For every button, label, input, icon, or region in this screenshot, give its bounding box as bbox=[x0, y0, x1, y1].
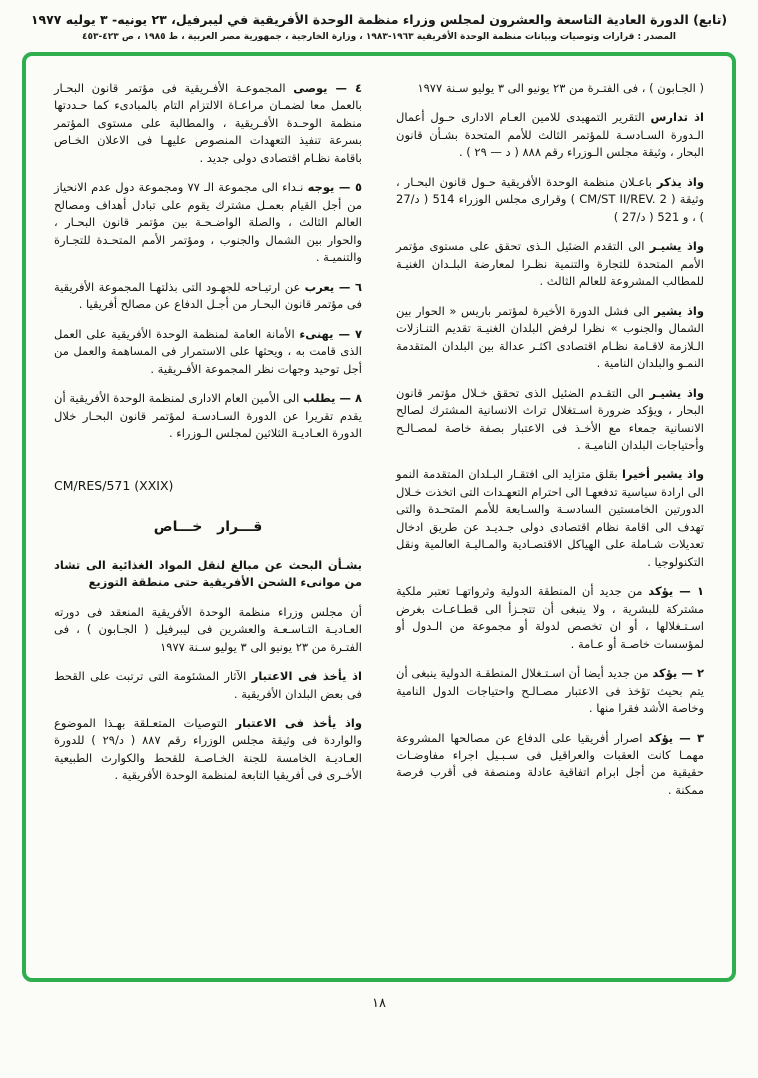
paragraph-preamble: أن مجلس وزراء منظمة الوحدة الأفريقية المنعقد فى دورته العـاديـة التـاسـعـة والعشرين فى ليبرفيل ( الجـابون ) ، فى الفتـرة من ٢٣ يونيو الى ٣ يوليو سـنة ١٩٧٧ bbox=[54, 604, 362, 654]
paragraph-text: الى التقدم الضئيل الـذى تحقق على مستوى مؤتمر الأمم المتحدة للتجارة والتنمية نظـرا لمعارضة البلـدان الغنيـة للمطالب المشروعة للعالم الثالث . bbox=[396, 239, 704, 289]
paragraph-lead: ١ — يؤكد bbox=[648, 584, 705, 599]
paragraph bbox=[396, 303, 704, 373]
paragraph-text: نـداء الى مجموعة الـ ٧٧ ومجموعة دول عدم الانحياز من أجل القيام بعمـل مشترك يقوم على تبادل أهداف ومصالح العالم الثالث ، والصلة الواضـحـة بين مؤتمر قانون البحـار ، والحوار بين الشمال والجنوب ، ومؤتمر الأمم المتحـدة للتجـارة والتنميـة . bbox=[54, 180, 362, 265]
paragraph-lead: ٨ — يطلب bbox=[303, 391, 363, 406]
paragraph-lead: واذ يشيـر bbox=[649, 239, 705, 254]
paragraph-lead: واذ يشير bbox=[654, 303, 704, 318]
page-number: ١٨ bbox=[372, 996, 386, 1011]
paragraph-lead: اذ تدارس bbox=[650, 110, 704, 125]
paragraph-text: من جديد أن المنطقة الدولية وثرواتهـا تعتبر ملكية مشتركة للبشرية ، ولا ينبغى أن تتجـزأ الى قطـاعـات بغرض اسـتـغلالها ، أو ان تخصص لدولة أو مجموعة من الـدول أو لمؤسسات خاصـة أو عـامة . bbox=[396, 584, 704, 651]
paragraph-lead: ٣ — يؤكد bbox=[648, 730, 704, 745]
paragraph-text: التقرير التمهيدى للامين العـام الادارى حـول أعمال الـدورة السـادسـة للمؤتمر الثالث للأمم المتحدة بشـأن قانون البحار ، وثيقة مجلس الـوزراء رقم ٨٨٨ ( د — ٢٩ ) . bbox=[396, 110, 704, 160]
paragraph-lead: ٤ — يوصى bbox=[293, 81, 362, 95]
paragraph-continuation: ( الجـابون ) ، فى الفتـرة من ٢٣ يونيو الى ٣ يوليو سـنة ١٩٧٧ bbox=[417, 81, 704, 95]
paragraph-text: الأمانة العامة لمنظمة الوحدة الأفريقية على العمل الذى قامت به ، ويحثها على الاستمرار فى المساهمة والعمل من أجل توحيد وجهات نظر المجموعة الأفـريقية . bbox=[54, 326, 362, 376]
paragraph bbox=[54, 668, 362, 703]
paragraph-lead: ٢ — يؤكد bbox=[652, 666, 704, 681]
paragraph-text: الى التقـدم الضئيل الذى تحقق خـلال مؤتمر قانون البحار ، ويؤكد ضرورة اسـتغلال تراث الانسانية المشترك لصالح الانسانية جمعاء مع الأخـذ فى الاعتبار بصفة خاصة لمصـالـح وأحتياجات البلدان الناميـة . bbox=[396, 385, 704, 452]
paragraph-lead: اذ يأخذ فى الاعتبار bbox=[251, 669, 362, 684]
page-header bbox=[0, 0, 758, 42]
paragraph-operative-2 bbox=[396, 665, 704, 717]
paragraph-text: باعـلان منظمة الوحدة الأفريقية حـول قانون البحـار ، وثيقة ( CM/ST II/REV. 2 ) وقرارى مجلس الوزراء 514 ( د/27 ) ، و 521 ( د/27 ) bbox=[396, 174, 705, 224]
paragraph-lead: ٥ — يوجه bbox=[307, 180, 362, 195]
paragraph-lead: واذ يذكر bbox=[656, 174, 704, 189]
paragraph bbox=[396, 174, 704, 226]
paragraph-operative-6 bbox=[54, 279, 362, 314]
paragraph-operative-7 bbox=[54, 326, 362, 378]
paragraph-text: الآثار المشئومة التى ترتبت على القحط فى بعض البلدان الأفريقية . bbox=[54, 669, 362, 701]
paragraph bbox=[396, 385, 704, 455]
paragraph-operative-5 bbox=[54, 179, 362, 266]
header-title: (تابع) الدورة العادية التاسعة والعشرون لمجلس وزراء منظمة الوحدة الأفريقية في ليبرفيل، ٢٣ يونيه- ٣ يوليه ١٩٧٧ bbox=[30, 12, 728, 27]
resolution-subject: بشـأن البحث عن مبالغ لنقل المواد الغذائية الى تشاد من موانىء الشحن الأفريقية حتى منطقة التوزيع bbox=[54, 557, 362, 590]
paragraph-text: من جديد أيضا أن اسـتـغلال المنطقـة الدولية ينبغى أن يتم بحيث تؤخذ فى الاعتبار مصـالـح واحتياجات الدول النامية وخاصة الأشد فقرا منها . bbox=[396, 666, 704, 716]
paragraph-operative-1 bbox=[396, 583, 704, 653]
paragraph-text: الى فشل الدورة الأخيرة لمؤتمر باريس « الحوار بين الشمال والجنوب » نظرا لرفض البلدان الغنيـة تقديم التنـازلات الـلازمة لاقـامة نظـام اقتصادى اكثـر عدالة بين البلدان المتقدمة النمـو والبلدان النامية . bbox=[396, 303, 704, 371]
paragraph-lead: واذ يأخذ فى الاعتبار bbox=[235, 715, 363, 730]
paragraph-operative-3 bbox=[396, 730, 704, 800]
left-column bbox=[54, 80, 362, 811]
paragraph-text: التوصيات المتعـلقة بهـذا الموضوع والواردة فى وثيقة مجلس الوزراء رقم ٨٨٧ ( د/٢٩ ) للدورة العـاديـة الخامسة للجنة الخـاصـة للقحط والكوارث الطبيعية الأخـرى فى أفريقيا التابعة لمنظمة الوحدة الأفريقية . bbox=[54, 715, 363, 783]
document-frame bbox=[22, 52, 736, 982]
paragraph-lead: واذ يشيـر bbox=[649, 385, 705, 400]
paragraph bbox=[54, 715, 362, 785]
resolution-reference: CM/RES/571 (XXIX) bbox=[54, 478, 174, 494]
resolution-heading: قـــرار خـــاص bbox=[153, 519, 263, 536]
paragraph-text: عن ارتيـاحه للجهـود التى بذلتهـا المجموعة الأفريقية فى مؤتمر قانون البحـار من أجـل الدفاع عن مصالح أفريقيا . bbox=[54, 279, 362, 312]
paragraph bbox=[396, 238, 704, 290]
paragraph-text: اصرار أفريقيا على الدفاع عن مصالحها المشروعة مهمـا كانت العقبات والعراقيل فى سـبـيل اجراء مفاوضـات حقيقية من أجل ابرام اتفاقية عادلة ومنصفة فى أقرب فرصة ممكنة . bbox=[396, 730, 704, 797]
paragraph bbox=[396, 109, 704, 161]
text-columns bbox=[54, 80, 704, 811]
right-column bbox=[396, 80, 704, 811]
header-source: المصدر : قرارات وتوصيات وبيانات منظمة الوحدة الأفريقية ١٩٦٣-١٩٨٣ ، وزارة الخارجية ، جمهورية مصر العربية ، ط ١٩٨٥ ، ص ٤٢٣-٤٥٣ bbox=[81, 32, 677, 42]
paragraph bbox=[396, 466, 704, 571]
paragraph-text: الى الأمين العام الادارى لمنظمة الوحدة الأفريقية أن يقدم تقريرا عن الدورة السـادسـة لمؤتمر قانون البحـار خلال الدورة العـاديـة الثلاثين لمجلس الـوزراء . bbox=[54, 391, 362, 440]
paragraph-operative-4 bbox=[54, 80, 362, 167]
paragraph-lead: ٦ — يعرب bbox=[304, 279, 363, 294]
paragraph-text: بقلق متزايد الى افتقـار البـلدان المتقدمة النمو الى ارادة سياسية تدفعهـا الى احترام التعهـدات التى اتخذت خـلال الدورتين الخامستين السادسـة والسـابعة للأمم المتحـدة والتى تهدف الى اقامة نظام اقتصادى دولى جـديـد عن طريق ادخال تعديلات شـاملة على الهياكل الاقتصـادية والمـاليـة العالمية ونقل التكنولوجيا . bbox=[396, 467, 704, 569]
paragraph-lead: واذ يشير أخيرا bbox=[621, 467, 705, 482]
paragraph-operative-8 bbox=[54, 390, 362, 442]
paragraph-text: المجموعـة الأفـريقية فى مؤتمر قانون البحـار بالعمل معا لضمـان مراعـاة الالتزام التام بالمبادىء كما حـددتها منظمة الوحـدة الأفـريقية ، والمطالبة على مستوى المؤتمر بسرعة تنفيذ التعهدات المنصوص عليهـا فى الاعلان الخـاص باقامة نظـام اقتصادى دولى جديد . bbox=[54, 81, 362, 165]
paragraph-lead: ٧ — يهنىء bbox=[299, 326, 362, 341]
